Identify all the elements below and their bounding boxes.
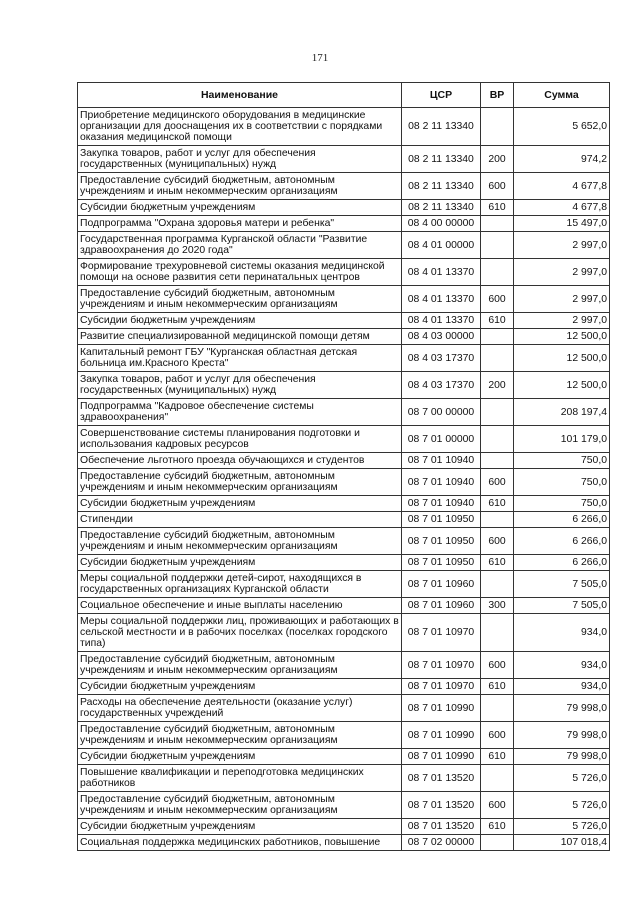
table-row — [78, 792, 610, 819]
cell-name: Субсидии бюджетным учреждениям — [78, 496, 402, 512]
table-row — [78, 426, 610, 453]
cell-sum: 6 266,0 — [514, 528, 610, 555]
table-row — [78, 695, 610, 722]
cell-vr: 600 — [481, 722, 514, 749]
cell-vr — [481, 232, 514, 259]
cell-vr: 600 — [481, 173, 514, 200]
cell-vr: 600 — [481, 286, 514, 313]
cell-vr — [481, 399, 514, 426]
cell-name: Субсидии бюджетным учреждениям — [78, 313, 402, 329]
table-row — [78, 528, 610, 555]
cell-csr: 08 7 01 10960 — [402, 571, 481, 598]
cell-vr — [481, 259, 514, 286]
cell-csr: 08 2 11 13340 — [402, 173, 481, 200]
cell-name: Стипендии — [78, 512, 402, 528]
cell-sum: 5 726,0 — [514, 819, 610, 835]
table-row — [78, 259, 610, 286]
cell-vr: 610 — [481, 313, 514, 329]
cell-name: Государственная программа Курганской области "Развитие здравоохранения до 2020 года" — [78, 232, 402, 259]
cell-name: Совершенствование системы планирования подготовки и использования кадровых ресурсов — [78, 426, 402, 453]
cell-name: Формирование трехуровневой системы оказания медицинской помощи на основе развития сети перинатальных центров — [78, 259, 402, 286]
cell-sum: 6 266,0 — [514, 512, 610, 528]
cell-name: Субсидии бюджетным учреждениям — [78, 819, 402, 835]
table-row — [78, 453, 610, 469]
cell-vr: 610 — [481, 496, 514, 512]
table-row — [78, 399, 610, 426]
cell-vr: 600 — [481, 792, 514, 819]
cell-vr — [481, 835, 514, 851]
header-sum: Сумма — [514, 83, 610, 108]
cell-sum: 974,2 — [514, 146, 610, 173]
table-header-row — [78, 83, 610, 108]
cell-csr: 08 7 01 10950 — [402, 512, 481, 528]
cell-sum: 79 998,0 — [514, 749, 610, 765]
cell-name: Предоставление субсидий бюджетным, автономным учреждениям и иным некоммерческим организациям — [78, 173, 402, 200]
cell-csr: 08 7 01 10940 — [402, 469, 481, 496]
cell-name: Социальное обеспечение и иные выплаты населению — [78, 598, 402, 614]
cell-sum: 4 677,8 — [514, 200, 610, 216]
cell-name: Социальная поддержка медицинских работников, повышение — [78, 835, 402, 851]
cell-vr — [481, 345, 514, 372]
cell-csr: 08 4 01 13370 — [402, 286, 481, 313]
cell-sum: 934,0 — [514, 614, 610, 652]
cell-csr: 08 7 02 00000 — [402, 835, 481, 851]
cell-csr: 08 4 00 00000 — [402, 216, 481, 232]
cell-name: Субсидии бюджетным учреждениям — [78, 555, 402, 571]
cell-sum: 2 997,0 — [514, 313, 610, 329]
cell-csr: 08 7 01 10950 — [402, 528, 481, 555]
cell-sum: 2 997,0 — [514, 286, 610, 313]
table-row — [78, 819, 610, 835]
table-row — [78, 652, 610, 679]
cell-name: Меры социальной поддержки лиц, проживающих и работающих в сельской местности и в рабочих поселках (поселках городского типа) — [78, 614, 402, 652]
cell-vr: 610 — [481, 749, 514, 765]
cell-sum: 2 997,0 — [514, 232, 610, 259]
cell-vr: 600 — [481, 469, 514, 496]
cell-name: Развитие специализированной медицинской помощи детям — [78, 329, 402, 345]
cell-csr: 08 2 11 13340 — [402, 200, 481, 216]
cell-vr — [481, 765, 514, 792]
table-row — [78, 372, 610, 399]
table-row — [78, 469, 610, 496]
cell-csr: 08 4 01 13370 — [402, 313, 481, 329]
table-row — [78, 200, 610, 216]
cell-csr: 08 7 01 10950 — [402, 555, 481, 571]
cell-sum: 7 505,0 — [514, 598, 610, 614]
cell-vr — [481, 108, 514, 146]
table-row — [78, 173, 610, 200]
cell-name: Закупка товаров, работ и услуг для обеспечения государственных (муниципальных) нужд — [78, 372, 402, 399]
cell-vr: 610 — [481, 819, 514, 835]
cell-csr: 08 7 01 10990 — [402, 695, 481, 722]
cell-sum: 79 998,0 — [514, 695, 610, 722]
cell-vr — [481, 571, 514, 598]
cell-vr — [481, 329, 514, 345]
cell-csr: 08 7 01 10960 — [402, 598, 481, 614]
cell-vr — [481, 453, 514, 469]
cell-sum: 12 500,0 — [514, 329, 610, 345]
cell-sum: 208 197,4 — [514, 399, 610, 426]
header-name: Наименование — [78, 83, 402, 108]
table-row — [78, 286, 610, 313]
cell-vr: 610 — [481, 679, 514, 695]
cell-csr: 08 4 01 00000 — [402, 232, 481, 259]
cell-sum: 750,0 — [514, 453, 610, 469]
cell-csr: 08 7 01 10940 — [402, 453, 481, 469]
cell-sum: 15 497,0 — [514, 216, 610, 232]
cell-csr: 08 7 01 10990 — [402, 749, 481, 765]
cell-csr: 08 7 01 10990 — [402, 722, 481, 749]
cell-name: Подпрограмма "Кадровое обеспечение системы здравоохранения" — [78, 399, 402, 426]
cell-sum: 2 997,0 — [514, 259, 610, 286]
table-row — [78, 496, 610, 512]
cell-csr: 08 2 11 13340 — [402, 146, 481, 173]
cell-name: Предоставление субсидий бюджетным, автономным учреждениям и иным некоммерческим организациям — [78, 286, 402, 313]
cell-name: Субсидии бюджетным учреждениям — [78, 749, 402, 765]
cell-sum: 12 500,0 — [514, 345, 610, 372]
cell-vr — [481, 614, 514, 652]
cell-name: Капитальный ремонт ГБУ "Курганская областная детская больница им.Красного Креста" — [78, 345, 402, 372]
cell-vr — [481, 695, 514, 722]
cell-name: Субсидии бюджетным учреждениям — [78, 200, 402, 216]
cell-csr: 08 7 01 10970 — [402, 614, 481, 652]
page-number: 171 — [311, 52, 329, 64]
cell-vr: 610 — [481, 200, 514, 216]
table-row — [78, 216, 610, 232]
cell-sum: 79 998,0 — [514, 722, 610, 749]
table-row — [78, 146, 610, 173]
cell-csr: 08 7 01 13520 — [402, 765, 481, 792]
cell-name: Предоставление субсидий бюджетным, автономным учреждениям и иным некоммерческим организациям — [78, 469, 402, 496]
cell-vr: 300 — [481, 598, 514, 614]
budget-table — [77, 82, 610, 851]
cell-name: Приобретение медицинского оборудования в медицинские организации для дооснащения их в соответствии с порядками оказания медицинской помощи — [78, 108, 402, 146]
cell-vr: 610 — [481, 555, 514, 571]
table-row — [78, 765, 610, 792]
table-row — [78, 749, 610, 765]
cell-name: Меры социальной поддержки детей-сирот, находящихся в государственных организациях Курганской области — [78, 571, 402, 598]
cell-name: Предоставление субсидий бюджетным, автономным учреждениям и иным некоммерческим организациям — [78, 722, 402, 749]
table-row — [78, 232, 610, 259]
cell-sum: 5 726,0 — [514, 792, 610, 819]
cell-sum: 4 677,8 — [514, 173, 610, 200]
cell-csr: 08 7 01 10970 — [402, 679, 481, 695]
cell-vr — [481, 512, 514, 528]
cell-sum: 101 179,0 — [514, 426, 610, 453]
cell-vr: 200 — [481, 372, 514, 399]
cell-name: Субсидии бюджетным учреждениям — [78, 679, 402, 695]
cell-vr — [481, 216, 514, 232]
cell-csr: 08 7 01 10940 — [402, 496, 481, 512]
cell-csr: 08 4 03 17370 — [402, 345, 481, 372]
table-row — [78, 108, 610, 146]
table-row — [78, 598, 610, 614]
cell-csr: 08 7 01 13520 — [402, 819, 481, 835]
cell-vr: 200 — [481, 146, 514, 173]
cell-sum: 750,0 — [514, 469, 610, 496]
cell-csr: 08 7 01 10970 — [402, 652, 481, 679]
cell-csr: 08 7 01 00000 — [402, 426, 481, 453]
cell-sum: 12 500,0 — [514, 372, 610, 399]
cell-name: Повышение квалификации и переподготовка медицинских работников — [78, 765, 402, 792]
table-row — [78, 512, 610, 528]
cell-csr: 08 2 11 13340 — [402, 108, 481, 146]
cell-sum: 6 266,0 — [514, 555, 610, 571]
cell-csr: 08 4 03 00000 — [402, 329, 481, 345]
cell-csr: 08 4 01 13370 — [402, 259, 481, 286]
table-row — [78, 313, 610, 329]
table-row — [78, 679, 610, 695]
cell-csr: 08 7 01 13520 — [402, 792, 481, 819]
cell-sum: 5 652,0 — [514, 108, 610, 146]
cell-sum: 750,0 — [514, 496, 610, 512]
cell-csr: 08 4 03 17370 — [402, 372, 481, 399]
cell-sum: 934,0 — [514, 652, 610, 679]
cell-sum: 7 505,0 — [514, 571, 610, 598]
table-row — [78, 614, 610, 652]
cell-name: Расходы на обеспечение деятельности (оказание услуг) государственных учреждений — [78, 695, 402, 722]
cell-name: Подпрограмма "Охрана здоровья матери и ребенка" — [78, 216, 402, 232]
table-row — [78, 835, 610, 851]
table-row — [78, 571, 610, 598]
cell-name: Предоставление субсидий бюджетным, автономным учреждениям и иным некоммерческим организациям — [78, 652, 402, 679]
cell-sum: 5 726,0 — [514, 765, 610, 792]
table-row — [78, 345, 610, 372]
cell-name: Обеспечение льготного проезда обучающихся и студентов — [78, 453, 402, 469]
cell-vr: 600 — [481, 652, 514, 679]
header-vr: ВР — [481, 83, 514, 108]
cell-sum: 934,0 — [514, 679, 610, 695]
cell-name: Предоставление субсидий бюджетным, автономным учреждениям и иным некоммерческим организациям — [78, 528, 402, 555]
table-row — [78, 329, 610, 345]
header-csr: ЦСР — [402, 83, 481, 108]
cell-vr — [481, 426, 514, 453]
cell-vr: 600 — [481, 528, 514, 555]
cell-csr: 08 7 00 00000 — [402, 399, 481, 426]
cell-name: Предоставление субсидий бюджетным, автономным учреждениям и иным некоммерческим организациям — [78, 792, 402, 819]
table-row — [78, 555, 610, 571]
table-row — [78, 722, 610, 749]
cell-name: Закупка товаров, работ и услуг для обеспечения государственных (муниципальных) нужд — [78, 146, 402, 173]
cell-sum: 107 018,4 — [514, 835, 610, 851]
